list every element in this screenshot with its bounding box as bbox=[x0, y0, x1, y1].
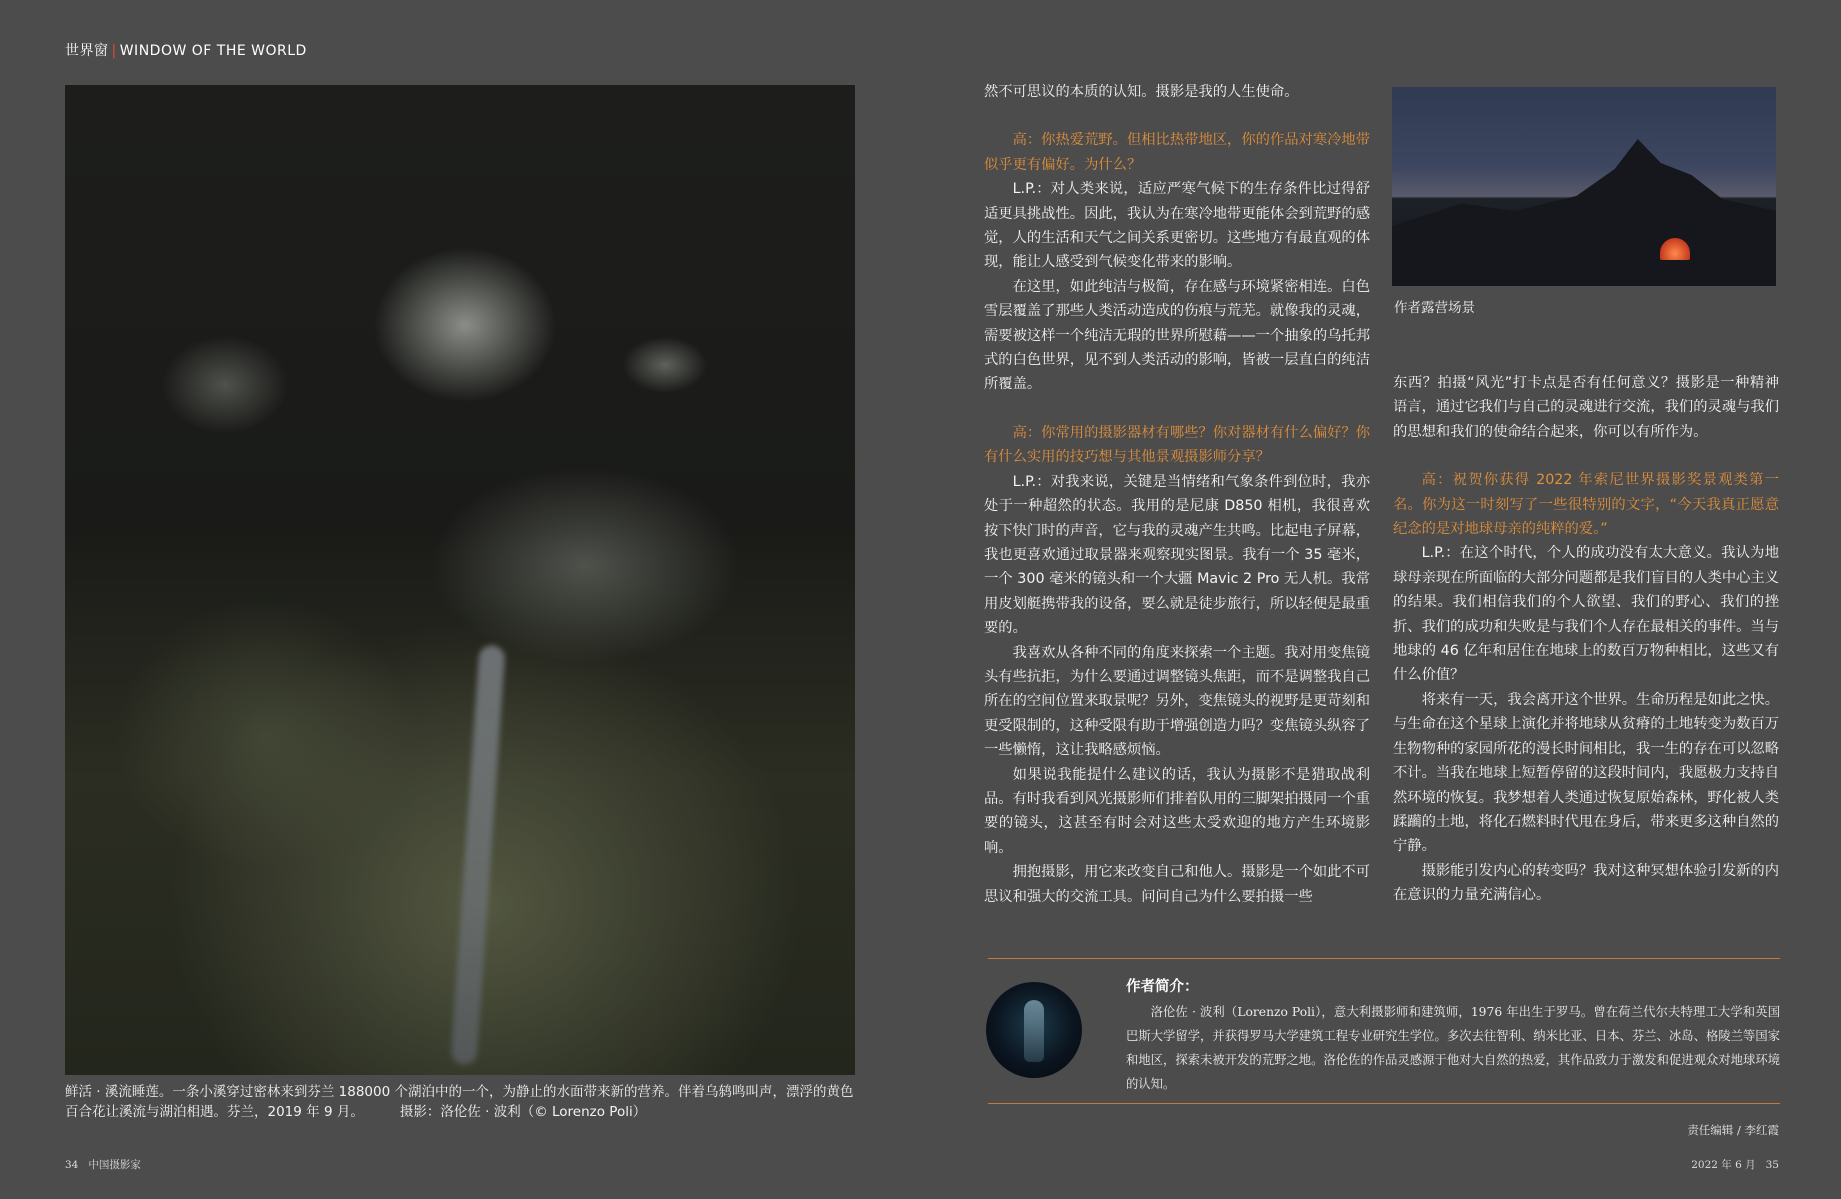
camping-photo-caption: 作者露营场景 bbox=[1394, 300, 1475, 316]
article-column-right bbox=[1393, 371, 1779, 908]
paragraph: 将来有一天，我会离开这个世界。生命历程是如此之快。与生命在这个星球上演化并将地球从贫瘠的土地转变为数百万生物物种的家园所花的漫长时间相比，我一生的存在可以忽略不计。当我在地球上短暂停留的这段时间内，我愿极力支持自然环境的恢复。我梦想着人类通过恢复原始森林，野化被人类蹂躏的土地，将化石燃料时代甩在身后，带来更多这种自然的宁静。 bbox=[1393, 691, 1780, 855]
issue-date: 2022 年 6 月 bbox=[1691, 1159, 1756, 1171]
caption-text: 鲜活 · 溪流睡莲。一条小溪穿过密林来到芬兰 188000 个湖泊中的一个，为静止的水面带来新的营养。伴着乌鸫鸣叫声，漂浮的黄色百合花让溪流与湖泊相遇。芬兰，2019 年 9 月。 bbox=[65, 1084, 854, 1120]
camping-photo bbox=[1392, 87, 1776, 286]
interview-question: 高：你热爱荒野。但相比热带地区，你的作品对寒冷地带似乎更有偏好。为什么？ bbox=[984, 132, 1371, 173]
photo-credit: 摄影：洛伦佐 · 波利（© Lorenzo Poli） bbox=[399, 1104, 647, 1120]
paragraph: 我喜欢从各种不同的角度来探索一个主题。我对用变焦镜头有些抗拒，为什么要通过调整镜头焦距，而不是调整我自己所在的空间位置来取景呢？另外，变焦镜头的视野是更苛刻和更受限制的，这种受限有助于增强创造力吗？变焦镜头纵容了一些懒惰，这让我略感烦恼。 bbox=[984, 644, 1371, 759]
paragraph: 如果说我能提什么建议的话，我认为摄影不是猎取战利品。有时我看到风光摄影师们排着队用的三脚架拍摄同一个重要的镜头，这甚至有时会对这些太受欢迎的地方产生环境影响。 bbox=[984, 766, 1371, 856]
paragraph: 然不可思议的本质的认知。摄影是我的人生使命。 bbox=[984, 84, 1299, 100]
page-number-left: 34 bbox=[65, 1159, 79, 1171]
main-photo bbox=[65, 85, 855, 1075]
paragraph: 在这里，如此纯洁与极简，存在感与环境紧密相连。白色雪层覆盖了那些人类活动造成的伤痕与荒芜。就像我的灵魂，需要被这样一个纯洁无瑕的世界所慰藉——一个抽象的乌托邦式的白色世界，见不到人类活动的影响，皆被一层直白的纯洁所覆盖。 bbox=[984, 278, 1371, 393]
header-divider: | bbox=[111, 43, 117, 59]
section-title-en: WINDOW OF THE WORLD bbox=[119, 43, 307, 59]
mountain-silhouette bbox=[1392, 136, 1776, 286]
author-portrait bbox=[986, 982, 1082, 1078]
page-number-right: 35 bbox=[1765, 1159, 1779, 1171]
bio-top-rule bbox=[988, 958, 1780, 959]
paragraph: L.P.：在这个时代，个人的成功没有太大意义。我认为地球母亲现在所面临的大部分问题都是我们盲目的人类中心主义的结果。我们相信我们的个人欲望、我们的野心、我们的挫折、我们的成功和失败是与我们个人存在最相关的事件。当与地球的 46 亿年和居住在地球上的数百万物种相比，这些又有什么价值？ bbox=[1393, 545, 1780, 684]
paragraph: L.P.：对我来说，关键是当情绪和气象条件到位时，我亦处于一种超然的状态。我用的是尼康 D850 相机，我很喜欢按下快门时的声音，它与我的灵魂产生共鸣。比起电子屏幕，我也更喜欢通过取景器来观察现实图景。我有一个 35 毫米，一个 300 毫米的镜头和一个大疆 Mavic 2 Pro 无人机。我常用皮划艇携带我的设备，要么就是徒步旅行，所以轻便是最重要的。 bbox=[984, 473, 1371, 637]
section-title-cn: 世界窗 bbox=[65, 43, 109, 59]
section-header bbox=[65, 40, 307, 60]
paragraph: 东西？拍摄“风光”打卡点是否有任何意义？摄影是一种精神语言，通过它我们与自己的灵魂进行交流，我们的灵魂与我们的思想和我们的使命结合起来，你可以有所作为。 bbox=[1393, 375, 1780, 440]
interview-question: 高：祝贺你获得 2022 年索尼世界摄影奖景观类第一名。你为这一时刻写了一些很特别的文字，“今天我真正愿意纪念的是对地球母亲的纯粹的爱。” bbox=[1393, 472, 1779, 538]
folio-left bbox=[65, 1157, 151, 1172]
magazine-name: 中国摄影家 bbox=[88, 1159, 141, 1171]
bio-text: 洛伦佐 · 波利（Lorenzo Poli），意大利摄影师和建筑师，1976 年出生于罗马。曾在荷兰代尔夫特理工大学和英国巴斯大学留学，并获得罗马大学建筑工程专业研究生学位。多次去往智利、纳米比亚、日本、芬兰、冰岛、格陵兰等国家和地区，探索未被开发的荒野之地。洛伦佐的作品灵感源于他对大自然的热爱，其作品致力于激发和促进观众对地球环境的认知。 bbox=[1126, 1005, 1780, 1091]
bio-title: 作者简介： bbox=[1126, 978, 1199, 995]
portrait-figure bbox=[1024, 1000, 1044, 1062]
tent-glow bbox=[1660, 238, 1690, 260]
article-column-middle bbox=[984, 80, 1370, 909]
paragraph: 摄影能引发内心的转变吗？我对这种冥想体验引发新的内在意识的力量充满信心。 bbox=[1393, 862, 1780, 904]
folio-right bbox=[1681, 1157, 1779, 1172]
editor-credit: 责任编辑 / 李红霞 bbox=[1687, 1123, 1779, 1137]
interview-question: 高：你常用的摄影器材有哪些？你对器材有什么偏好？你有什么实用的技巧想与其他景观摄影师分享？ bbox=[984, 424, 1371, 466]
stream-highlight bbox=[450, 645, 505, 1066]
paragraph: L.P.：对人类来说，适应严寒气候下的生存条件比过得舒适更具挑战性。因此，我认为在寒冷地带更能体会到荒野的感觉，人的生活和天气之间关系更密切。这些地方有最直观的体现，能让人感受到气候变化带来的影响。 bbox=[984, 181, 1371, 271]
bio-bottom-rule bbox=[988, 1103, 1780, 1104]
paragraph: 拥抱摄影，用它来改变自己和他人。摄影是一个如此不可思议和强大的交流工具。问问自己为什么要拍摄一些 bbox=[984, 864, 1371, 905]
photo-caption bbox=[65, 1082, 865, 1122]
